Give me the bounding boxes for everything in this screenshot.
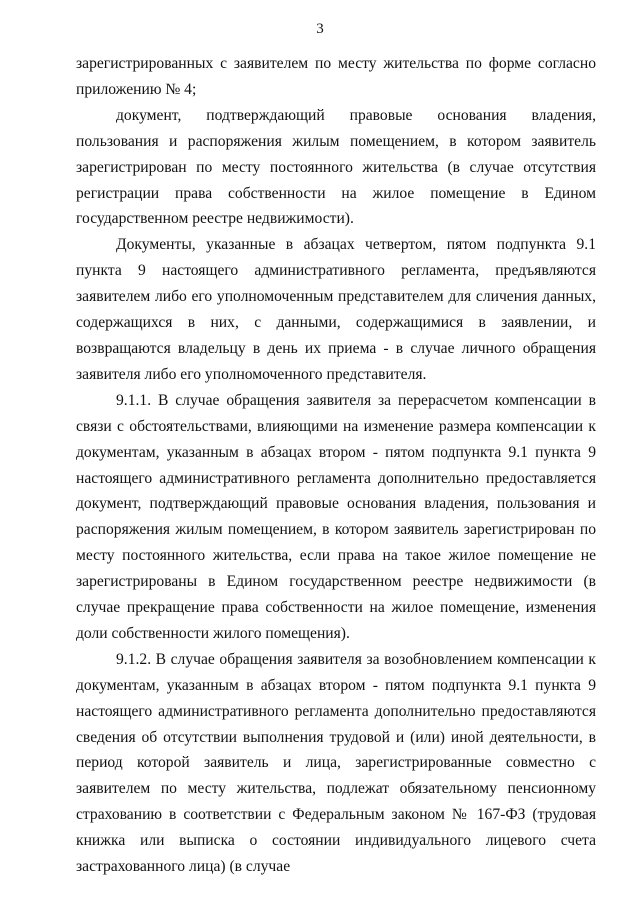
paragraph-9-1-2: 9.1.2. В случае обращения заявителя за возобновлением компенсации к документам, указанным в абзацах втором - пятом подпункта 9.1 пункта 9 настоящего административного регламента дополнительно предоставляются сведения об отсутствии выполнения трудовой и (или) иной деятельности, в период которой заявитель и лица, зарегистрированные совместно с заявителем по месту жительства, подлежат обязательному пенсионному страхованию в соответствии с Федеральным законом № 167-ФЗ (трудовая книжка или выписка о состоянии индивидуального лицевого счета застрахованного лица) (в случае bbox=[76, 650, 596, 876]
paragraph-ownership-document: документ, подтверждающий правовые основания владения, пользования и распоряжения жилым помещением, в котором заявитель зарегистрирован по месту постоянного жительства (в случае отсутствия регистрации права собственности на жилое помещение в Едином государственном реестре недвижимости). bbox=[76, 106, 596, 228]
paragraph-9-1-1: 9.1.1. В случае обращения заявителя за перерасчетом компенсации в связи с обстоятельствами, влияющими на изменение размера компенсации к документам, указанным в абзацах втором - пятом подпункта 9.1 пункта 9 настоящего административного регламента дополнительно предоставляется документ, подтверждающий правовые основания владения, пользования и распоряжения жилым помещением, в котором заявитель зарегистрирован по месту постоянного жительства, если права на такое жилое помещение не зарегистрированы в Едином государственном реестре недвижимости (в случае прекращение права собственности на жилое помещение, изменения доли собственности жилого помещения). bbox=[76, 391, 596, 642]
paragraph-documents-verification: Документы, указанные в абзацах четвертом, пятом подпункта 9.1 пункта 9 настоящего административного регламента, предъявляются заявителем либо его уполномоченным представителем для сличения данных, содержащихся в них, с данными, содержащимися в заявлении, и возвращаются владельцу в день их приема - в случае личного обращения заявителя либо его уполномоченного представителя. bbox=[76, 236, 596, 383]
page-number: 3 bbox=[316, 21, 324, 37]
document-body bbox=[76, 51, 596, 880]
paragraph-continuation: зарегистрированных с заявителем по месту жительства по форме согласно приложению № 4; bbox=[76, 55, 596, 98]
